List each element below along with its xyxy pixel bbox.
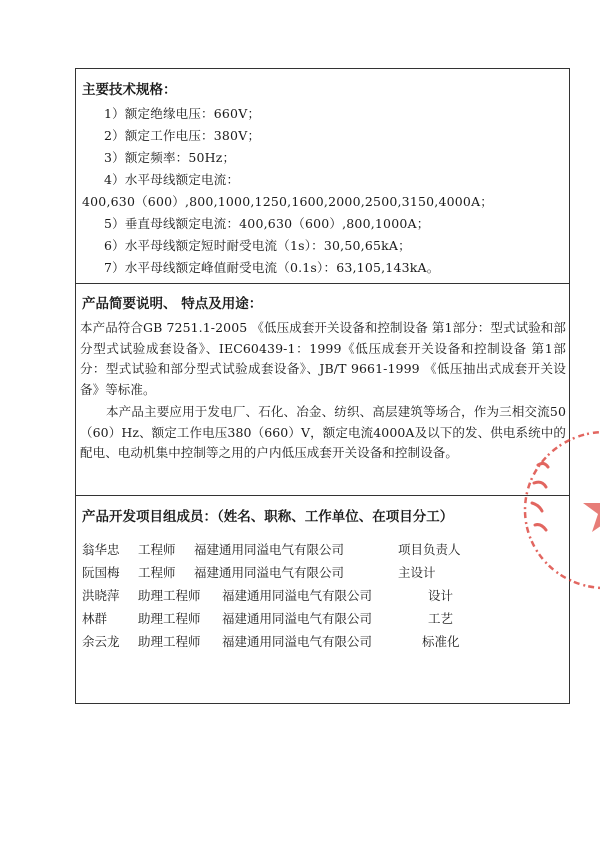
member-company: 福建通用同溢电气有限公司: [222, 611, 373, 626]
spec-line-6: 6）水平母线额定短时耐受电流（1s）：30,50,65kA；: [104, 238, 411, 253]
specs-heading: 主要技术规格：: [82, 82, 177, 98]
member-name: 余云龙: [82, 634, 120, 649]
member-title: 助理工程师: [138, 611, 201, 626]
member-name: 洪晓萍: [82, 588, 120, 603]
spec-line-4: 4）水平母线额定电流：: [104, 172, 240, 187]
description-paragraph-1: 本产品符合GB 7251.1-2005 《低压成套开关设备和控制设备 第1部分：型式试验和部分型式试验成套设备》、IEC60439-1：1999《低压成套开关设备和控制设备 第1部分：型式试验和部分型式试验成套设备》、JB/T 9661-1999 《低压抽出式成套开关设备》等标准。: [80, 320, 566, 397]
description-section: [76, 283, 569, 495]
spec-line-3: 3）额定频率：50Hz；: [104, 150, 236, 165]
member-role: 主设计: [398, 565, 436, 580]
spec-line-2: 2）额定工作电压：380V；: [104, 128, 261, 143]
member-title: 工程师: [138, 542, 176, 557]
member-title: 助理工程师: [138, 588, 201, 603]
team-section: [76, 495, 569, 703]
member-company: 福建通用同溢电气有限公司: [222, 634, 373, 649]
member-name: 林群: [82, 611, 108, 626]
member-name: 阮国梅: [82, 565, 120, 580]
member-role: 设计: [428, 588, 454, 603]
spec-line-5: 5）垂直母线额定电流：400,630（600）,800,1000A；: [104, 216, 430, 231]
member-role: 标准化: [422, 634, 460, 649]
specs-section: [76, 69, 569, 283]
description-paragraph-2: 本产品主要应用于发电厂、石化、冶金、纺织、高层建筑等场合，作为三相交流50（60）Hz、额定工作电压380（660）V，额定电流4000A及以下的发、供电系统中的配电、电动机集中控制等之用的户内低压成套开关设备和控制设备。: [80, 404, 566, 460]
spec-line-7: 7）水平母线额定峰值耐受电流（0.1s）：63,105,143kA。: [104, 260, 440, 275]
description-heading: 产品简要说明、 特点及用途：: [82, 296, 263, 312]
member-role: 工艺: [428, 611, 454, 626]
member-role: 项目负责人: [398, 542, 461, 557]
member-company: 福建通用同溢电气有限公司: [194, 542, 345, 557]
spec-line-4-values: 400,630（600）,800,1000,1250,1600,2000,2500,3150,4000A；: [82, 194, 494, 209]
team-heading: 产品开发项目组成员：（姓名、职称、工作单位、在项目分工）: [82, 509, 454, 525]
member-title: 助理工程师: [138, 634, 201, 649]
member-company: 福建通用同溢电气有限公司: [194, 565, 345, 580]
member-title: 工程师: [138, 565, 176, 580]
form-table: [75, 68, 570, 704]
member-name: 翁华忠: [82, 542, 120, 557]
spec-line-1: 1）额定绝缘电压：660V；: [104, 106, 261, 121]
member-company: 福建通用同溢电气有限公司: [222, 588, 373, 603]
